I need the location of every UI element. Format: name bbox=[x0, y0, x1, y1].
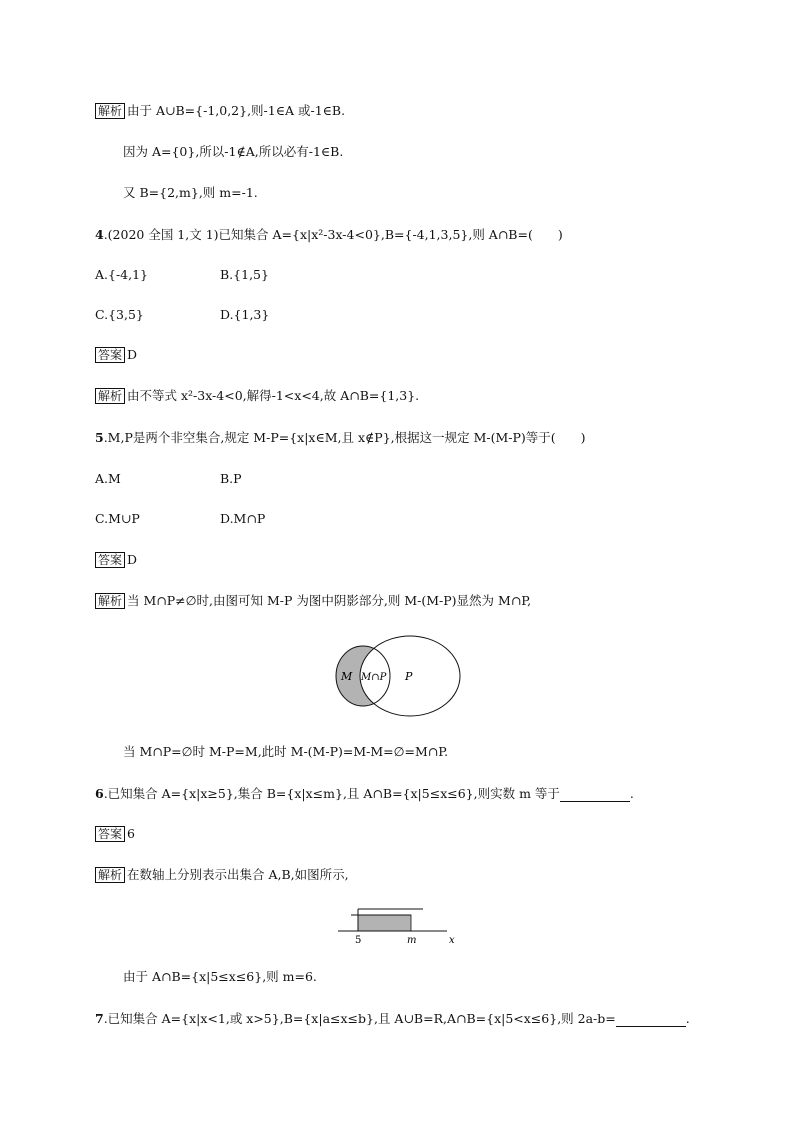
q5-stem-text: .M,P是两个非空集合,规定 M-P={x|x∈M,且 x∉P},根据这一规定 M-(M-P)等于( ) bbox=[103, 430, 586, 445]
intersection-shade bbox=[358, 915, 411, 931]
venn-diagram bbox=[325, 630, 470, 725]
analysis-tag: 解析 bbox=[95, 103, 125, 119]
q5-number: 5 bbox=[95, 430, 104, 445]
analysis-tag: 解析 bbox=[95, 593, 125, 609]
label-p: P bbox=[405, 670, 413, 683]
q4-analysis-text: 由不等式 x²-3x-4<0,解得-1<x<4,故 A∩B={1,3}. bbox=[127, 388, 420, 403]
q3-analysis-line2: 因为 A={0},所以-1∉A,所以必有-1∈B. bbox=[123, 144, 344, 159]
q6-after: 由于 A∩B={x|5≤x≤6},则 m=6. bbox=[123, 969, 317, 984]
analysis-tag: 解析 bbox=[95, 388, 125, 404]
q5-option-a: A.M bbox=[95, 471, 121, 486]
q3-analysis-line1 bbox=[95, 103, 345, 119]
q3-analysis-text: 由于 A∪B={-1,0,2},则-1∈A 或-1∈B. bbox=[127, 103, 346, 118]
answer-tag: 答案 bbox=[95, 826, 125, 842]
q3-analysis-line3: 又 B={2,m},则 m=-1. bbox=[123, 185, 258, 200]
answer-tag: 答案 bbox=[95, 347, 125, 363]
q4-stem-text: .(2020 全国 1,文 1)已知集合 A={x|x²-3x-4<0},B={-4,1,3,5},则 A∩B=( ) bbox=[103, 227, 563, 242]
q4-stem bbox=[95, 227, 563, 243]
q5-answer bbox=[95, 552, 137, 568]
q6-answer-blank bbox=[560, 789, 630, 802]
label-m: M bbox=[341, 670, 353, 683]
tick-5: 5 bbox=[355, 935, 362, 946]
q6-analysis-text: 在数轴上分别表示出集合 A,B,如图所示, bbox=[127, 867, 349, 882]
q6-stem-end: . bbox=[629, 786, 634, 801]
q4-option-d: D.{1,3} bbox=[220, 307, 270, 322]
q7-answer-blank bbox=[616, 1014, 686, 1027]
q4-answer-value: D bbox=[127, 347, 138, 362]
tick-m: m bbox=[407, 935, 417, 946]
q6-stem-text: .已知集合 A={x|x≥5},集合 B={x|x≤m},且 A∩B={x|5≤x≤6},则实数 m 等于 bbox=[103, 786, 560, 801]
q4-number: 4 bbox=[95, 227, 104, 242]
number-line-diagram bbox=[335, 902, 465, 947]
axis-var-x: x bbox=[449, 935, 455, 946]
q7-stem-text: .已知集合 A={x|x<1,或 x>5},B={x|a≤x≤b},且 A∪B=R,A∩B={x|5<x≤6},则 2a-b= bbox=[103, 1011, 616, 1026]
q5-option-b: B.P bbox=[220, 471, 242, 486]
q5-answer-value: D bbox=[127, 552, 138, 567]
q6-answer-value: 6 bbox=[127, 826, 135, 841]
q5-analysis bbox=[95, 593, 531, 609]
q4-answer bbox=[95, 347, 137, 363]
label-m-cap-p: M∩P bbox=[361, 672, 387, 683]
q7-stem bbox=[95, 1011, 690, 1027]
q5-stem bbox=[95, 430, 586, 446]
q6-analysis bbox=[95, 867, 349, 883]
q5-after: 当 M∩P=∅时 M-P=M,此时 M-(M-P)=M-M=∅=M∩P. bbox=[123, 744, 449, 759]
q4-option-b: B.{1,5} bbox=[220, 267, 269, 282]
q4-option-a: A.{-4,1} bbox=[95, 267, 149, 282]
analysis-tag: 解析 bbox=[95, 867, 125, 883]
q6-stem bbox=[95, 786, 634, 802]
q4-analysis bbox=[95, 388, 419, 404]
q5-option-c: C.M∪P bbox=[95, 511, 140, 526]
q4-option-c: C.{3,5} bbox=[95, 307, 144, 322]
q6-answer bbox=[95, 826, 135, 842]
answer-tag: 答案 bbox=[95, 552, 125, 568]
q5-analysis-text: 当 M∩P≠∅时,由图可知 M-P 为图中阴影部分,则 M-(M-P)显然为 M∩P, bbox=[127, 593, 532, 608]
q5-option-d: D.M∩P bbox=[220, 511, 266, 526]
q7-number: 7 bbox=[95, 1011, 104, 1026]
q6-number: 6 bbox=[95, 786, 104, 801]
q7-stem-end: . bbox=[685, 1011, 690, 1026]
